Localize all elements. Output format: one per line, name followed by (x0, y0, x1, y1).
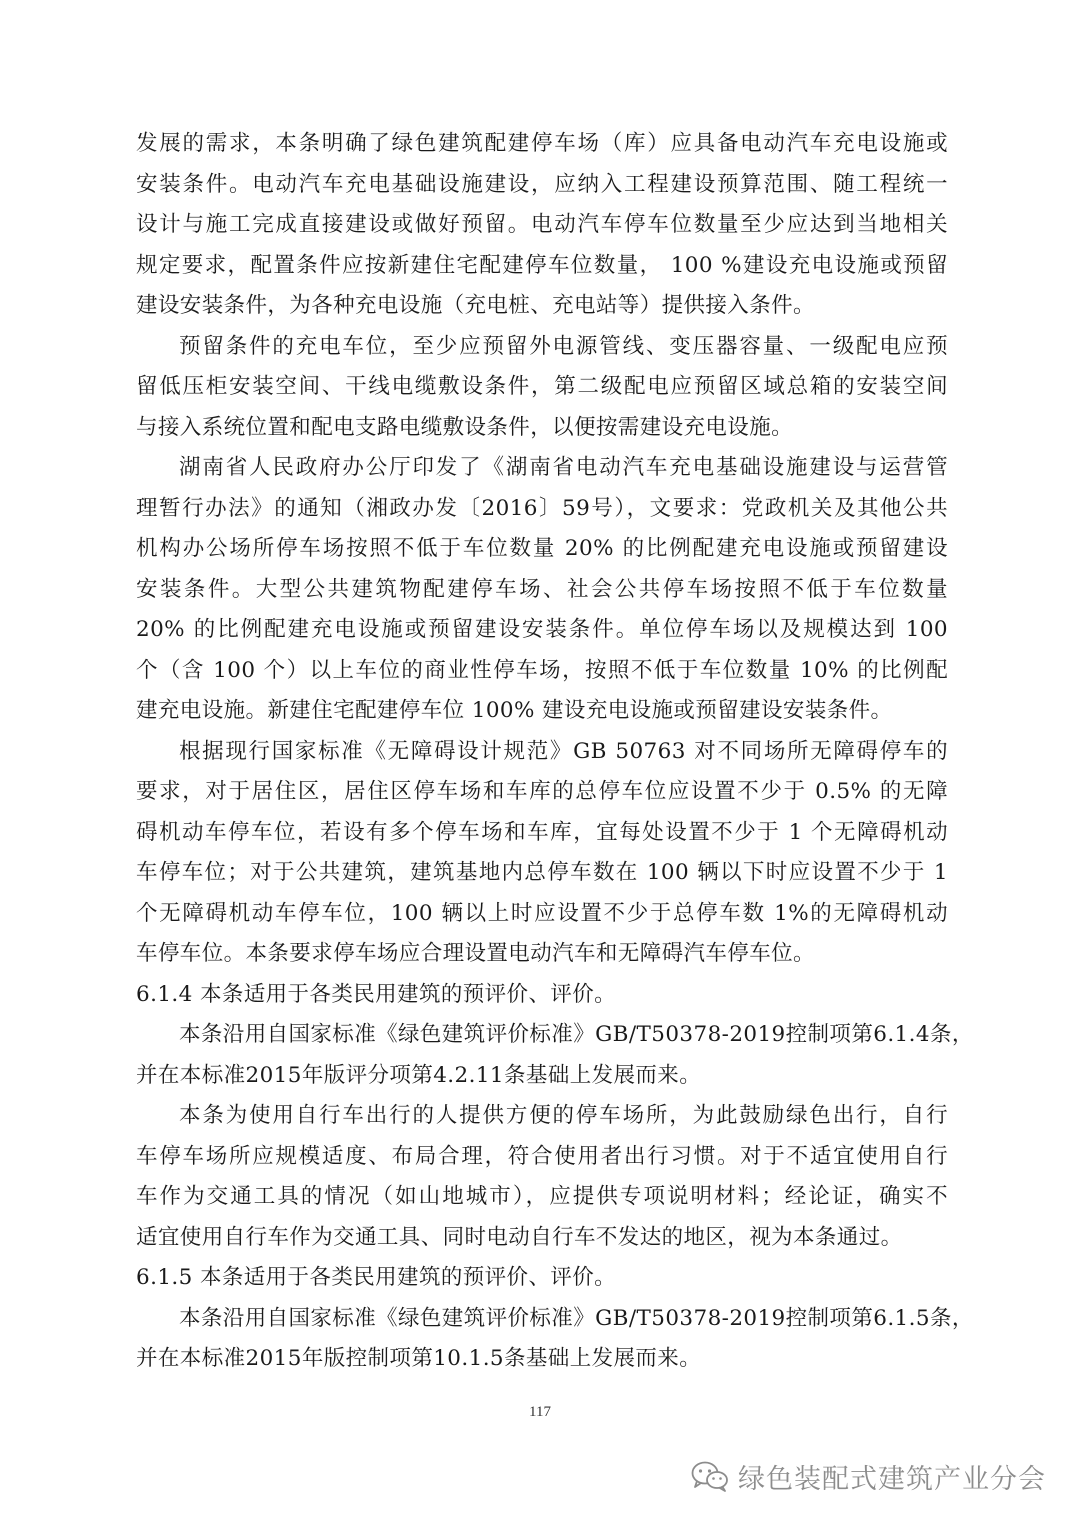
text-line: 6.1.4 本条适用于各类民用建筑的预评价、评价。 (136, 981, 617, 1007)
text-line: 要求，对于居住区，居住区停车场和车库的总停车位应设置不少于 0.5% 的无障 (136, 779, 948, 804)
text-line: 碍机动车停车位，若设有多个停车场和车库，宜每处设置不少于 1 个无障碍机动 (136, 819, 948, 845)
text-line: 留低压柜安装空间、干线电缆敷设条件，第二级配电应预留区域总箱的安装空间 (136, 374, 948, 399)
text-line: 规定要求，配置条件应按新建住宅配建停车位数量， 100 %建设充电设施或预留 (136, 252, 948, 278)
text-line: 车停车位。本条要求停车场应合理设置电动汽车和无障碍汽车停车位。 (136, 941, 815, 966)
text-line: 本条沿用自国家标准《绿色建筑评价标准》GB/T50378-2019控制项第6.1.5条， (179, 1305, 974, 1331)
page-number: 117 (529, 1404, 551, 1420)
text-line: 本条为使用自行车出行的人提供方便的停车场所，为此鼓励绿色出行，自行 (179, 1103, 948, 1128)
text-line: 安装条件。电动汽车充电基础设施建设，应纳入工程建设预算范围、随工程统一 (136, 171, 948, 197)
watermark-text: 绿色装配式建筑产业分会 (738, 1463, 1046, 1495)
text-line: 车作为交通工具的情况（如山地城市），应提供专项说明材料；经论证，确实不 (136, 1184, 948, 1209)
text-line: 并在本标准2015年版控制项第10.1.5条基础上发展而来。 (136, 1346, 702, 1371)
text-line: 根据现行国家标准《无障碍设计规范》GB 50763 对不同场所无障碍停车的 (179, 738, 948, 764)
text-line: 个（含 100 个）以上车位的商业性停车场，按照不低于车位数量 10% 的比例配 (136, 657, 948, 683)
text-line: 建设安装条件，为各种充电设施（充电桩、充电站等）提供接入条件。 (136, 293, 815, 318)
document-body (136, 124, 974, 1380)
watermark (690, 1456, 1046, 1496)
text-line: 预留条件的充电车位，至少应预留外电源管线、变压器容量、一级配电应预 (179, 333, 948, 359)
text-line: 车停车场所应规模适度、布局合理，符合使用者出行习惯。对于不适宜使用自行 (136, 1143, 948, 1169)
text-line: 发展的需求，本条明确了绿色建筑配建停车场（库）应具备电动汽车充电设施或 (136, 131, 948, 156)
text-line: 20% 的比例配建充电设施或预留建设安装条件。单位停车场以及规模达到 100 (136, 617, 948, 642)
text-line: 本条沿用自国家标准《绿色建筑评价标准》GB/T50378-2019控制项第6.1.4条， (179, 1022, 974, 1047)
text-line: 并在本标准2015年版评分项第4.2.11条基础上发展而来。 (136, 1062, 702, 1088)
text-line: 适宜使用自行车作为交通工具、同时电动自行车不发达的地区，视为本条通过。 (136, 1224, 903, 1250)
text-line: 湖南省人民政府办公厅印发了《湖南省电动汽车充电基础设施建设与运营管 (179, 455, 948, 480)
text-line: 车停车位；对于公共建筑，建筑基地内总停车数在 100 辆以下时应设置不少于 1 (136, 860, 948, 885)
text-line: 建充电设施。新建住宅配建停车位 100% 建设充电设施或预留建设安装条件。 (136, 698, 893, 723)
text-line: 个无障碍机动车停车位，100 辆以上时应设置不少于总停车数 1%的无障碍机动 (136, 900, 948, 926)
text-line: 安装条件。大型公共建筑物配建停车场、社会公共停车场按照不低于车位数量 (136, 576, 948, 602)
text-line: 设计与施工完成直接建设或做好预留。电动汽车停车位数量至少应达到当地相关 (136, 212, 948, 237)
text-line: 与接入系统位置和配电支路电缆敷设条件，以便按需建设充电设施。 (136, 414, 794, 440)
text-line: 理暂行办法》的通知（湘政办发〔2016〕59号），文要求：党政机关及其他公共 (136, 495, 948, 521)
text-line: 机构办公场所停车场按照不低于车位数量 20% 的比例配建充电设施或预留建设 (136, 536, 948, 561)
wechat-icon (690, 1459, 730, 1493)
text-line: 6.1.5 本条适用于各类民用建筑的预评价、评价。 (136, 1265, 617, 1290)
